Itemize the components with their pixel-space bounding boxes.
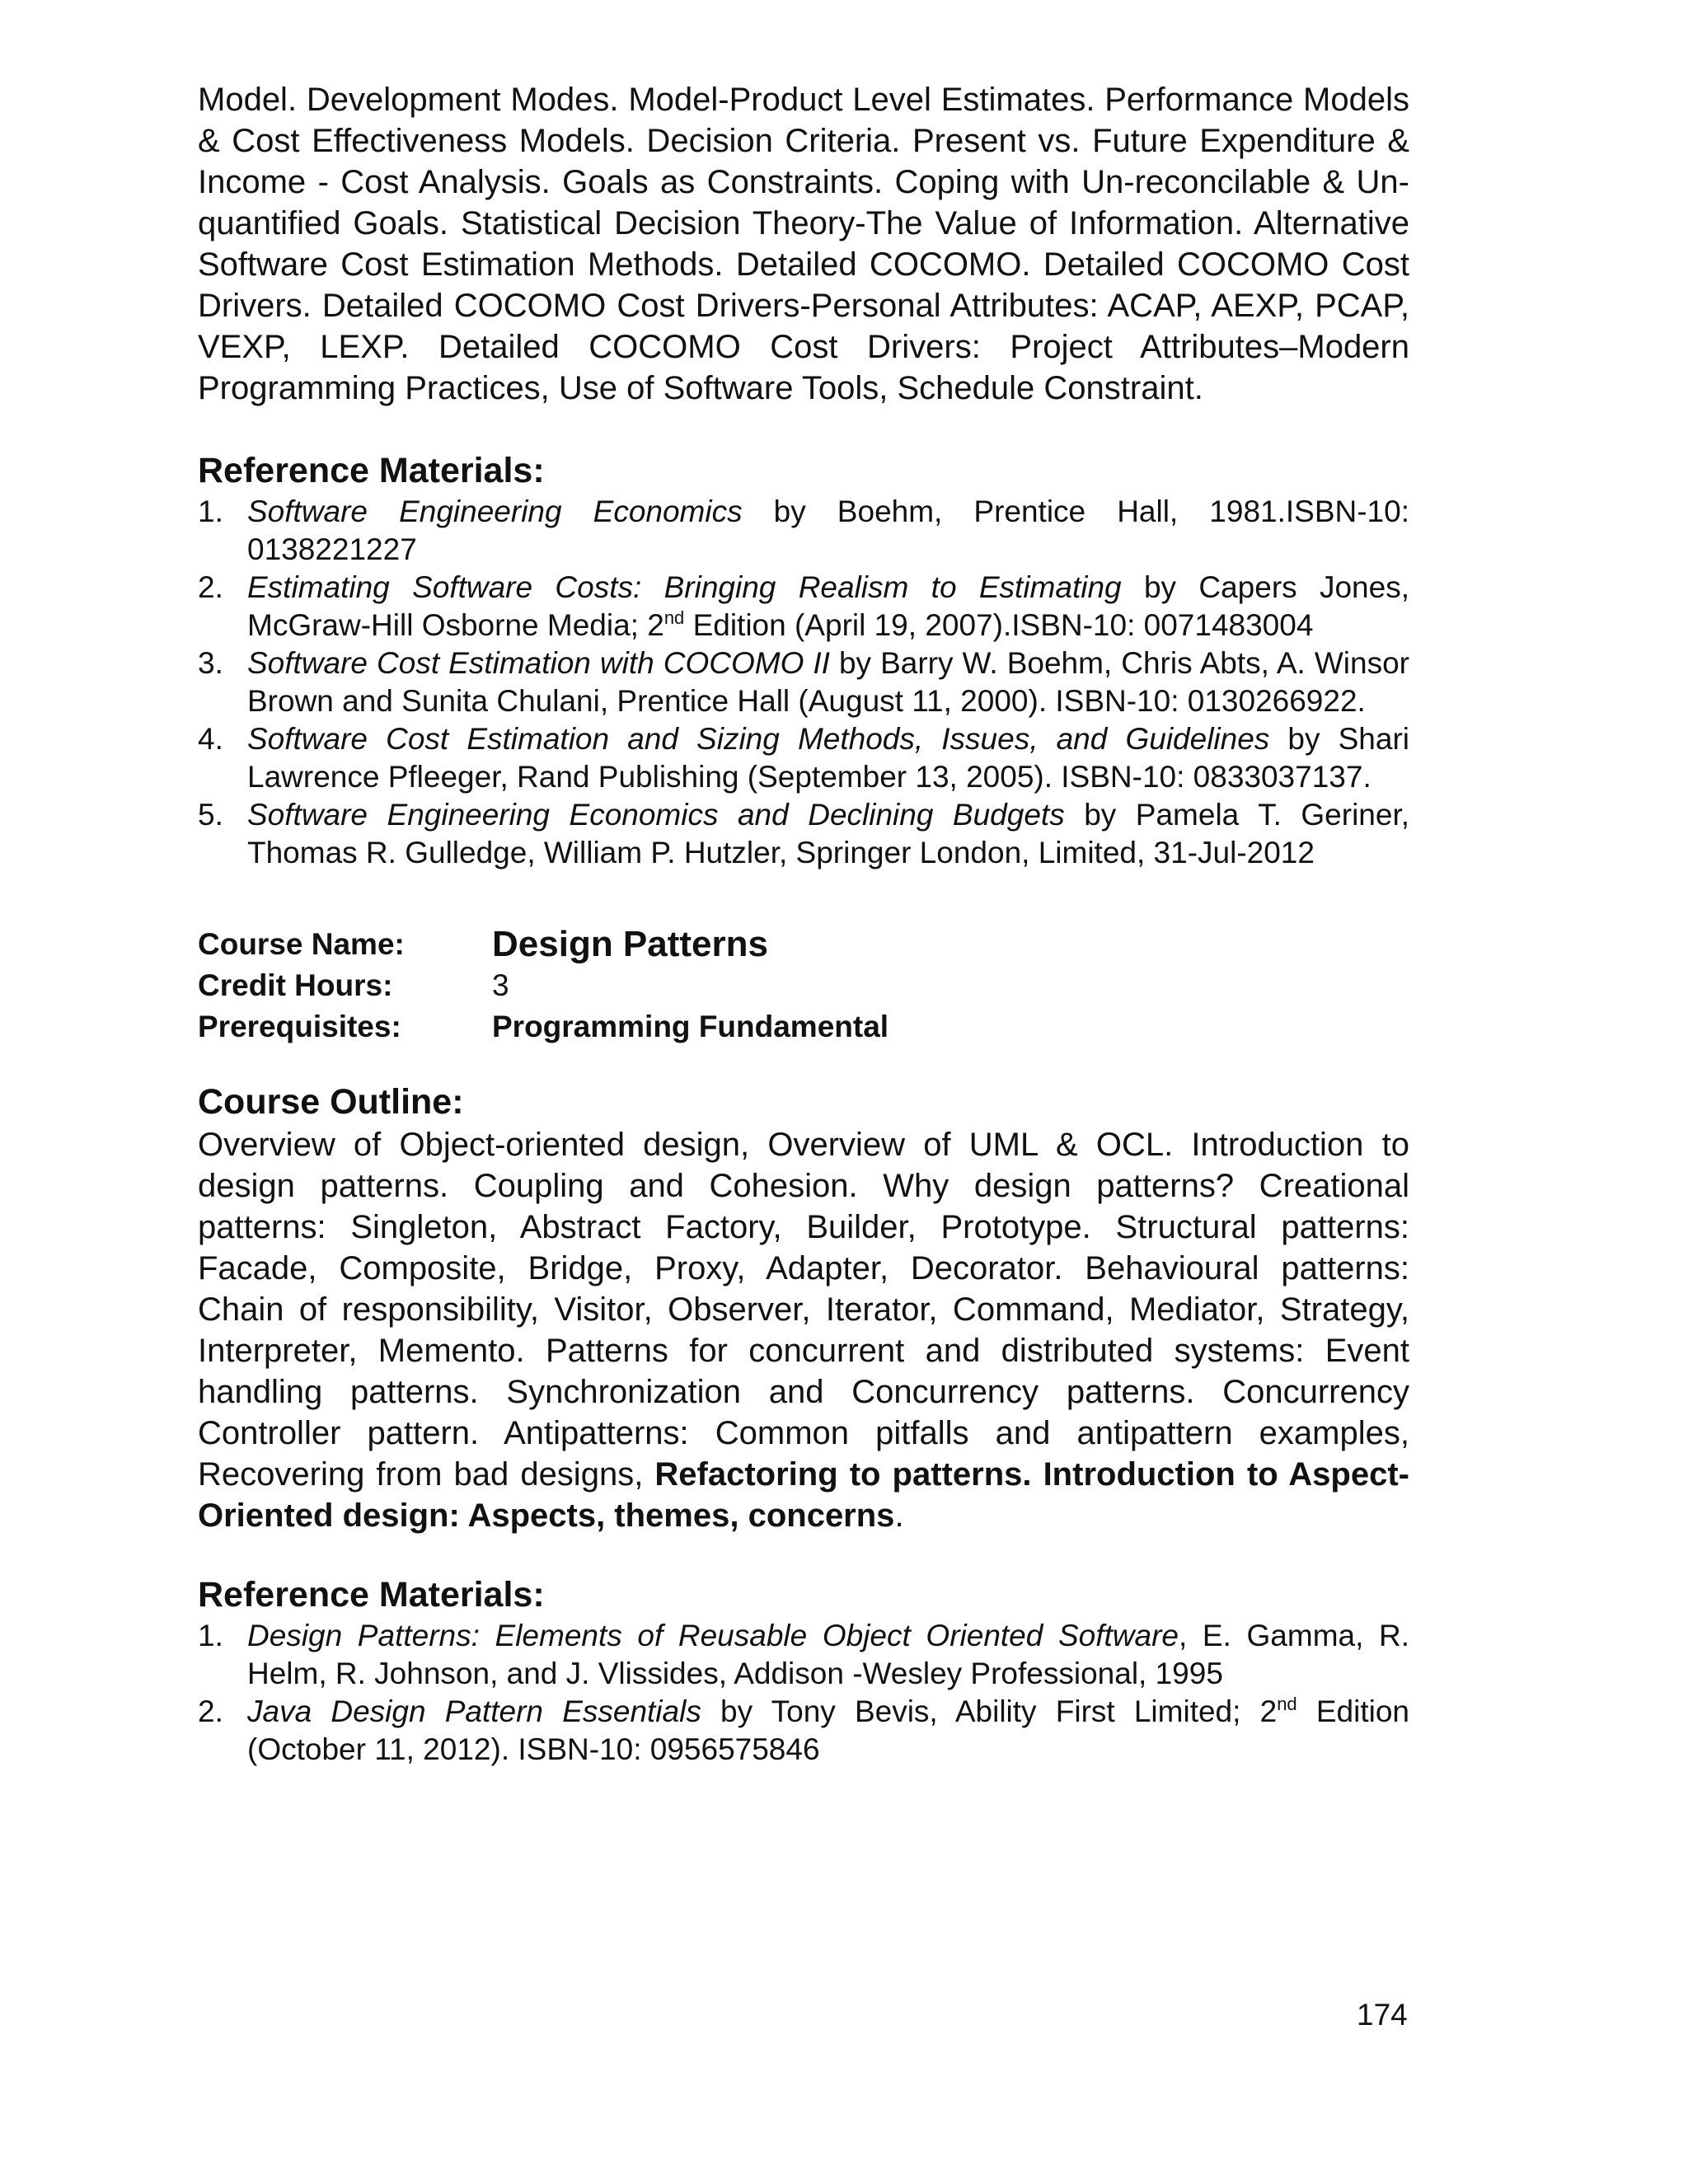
reference-list [198, 493, 1409, 872]
course-outline-text: Overview of Object-oriented design, Overview of UML & OCL. Introduction to design patterns. Coupling and Cohesion. Why design patterns? Creational patterns: Singleton, Abstract Factory, Builder, Prototype. Structural patterns: Facade, Composite, Bridge, Proxy, Adapter, Decorator. Behavioural patterns: Chain of responsibility, Visitor, Observer, Iterator, Command, Mediator, Strategy, Interpreter, Memento. Patterns for concurrent and distributed systems: Event handling patterns. Synchronization and Concurrency patterns. Concurrency Controller pattern. Antipatterns: Common pitfalls and antipattern examples, Recovering from bad designs, Refactoring to patterns. Introduction to Aspect-Oriented design: Aspects, themes, concerns. [198, 1127, 1409, 1534]
course-outline-continued: Model. Development Modes. Model-Product Level Estimates. Performance Models & Cost Effectiveness Models. Decision Criteria. Present vs. Future Expenditure & Income - Cost Analysis. Goals as Constraints. Coping with Un-reconcilable & Un-quantified Goals. Statistical Decision Theory-The Value of Information. Alternative Software Cost Estimation Methods. Detailed COCOMO. Detailed COCOMO Cost Drivers. Detailed COCOMO Cost Drivers-Personal Attributes: ACAP, AEXP, PCAP, VEXP, LEXP. Detailed COCOMO Cost Drivers: Project Attributes–Modern Programming Practices, Use of Software Tools, Schedule Constraint. [198, 82, 1409, 406]
prerequisites-value: Programming Fundamental [492, 1010, 889, 1043]
reference-list [198, 1617, 1409, 1769]
course-name-value: Design Patterns [492, 924, 768, 964]
document-page [198, 79, 1409, 1769]
course-outline-heading: Course Outline: [198, 1082, 464, 1122]
credit-hours-label: Credit Hours: [198, 968, 393, 1002]
course-name-label: Course Name: [198, 927, 405, 961]
reference-item: 5. Software Engineering Economics and Declining Budgets by Pamela T. Geriner, Thomas R. Gulledge, William P. Hutzler, Springer London, Limited, 31-Jul-2012 [198, 798, 1410, 869]
reference-item: 2. Java Design Pattern Essentials by Tony Bevis, Ability First Limited; 2nd Edition (October 11, 2012). ISBN-10: 0956575846 [198, 1694, 1409, 1766]
reference-item: 4. Software Cost Estimation and Sizing Methods, Issues, and Guidelines by Shari Lawrence Pfleeger, Rand Publishing (September 13, 2005). ISBN-10: 0833037137. [198, 722, 1409, 794]
reference-materials-heading: Reference Materials: [198, 451, 545, 490]
reference-item: 1. Design Patterns: Elements of Reusable Object Oriented Software, E. Gamma, R. Helm, R. Johnson, and J. Vlissides, Addison -Wesley Professional, 1995 [198, 1619, 1410, 1690]
course-info [198, 925, 1409, 1047]
reference-materials-heading: Reference Materials: [198, 1575, 545, 1615]
reference-item: 3. Software Cost Estimation with COCOMO II by Barry W. Boehm, Chris Abts, A. Winsor Brown and Sunita Chulani, Prentice Hall (August 11, 2000). ISBN-10: 0130266922. [198, 646, 1409, 718]
prerequisites-label: Prerequisites: [198, 1010, 401, 1043]
credit-hours-value: 3 [492, 968, 509, 1002]
reference-item: 2. Estimating Software Costs: Bringing Realism to Estimating by Capers Jones, McGraw-Hill Osborne Media; 2nd Edition (April 19, 2007).ISBN-10: 0071483004 [198, 570, 1409, 642]
page-number: 174 [1357, 1998, 1408, 2032]
reference-item: 1. Software Engineering Economics by Boehm, Prentice Hall, 1981.ISBN-10: 0138221227 [198, 494, 1409, 566]
